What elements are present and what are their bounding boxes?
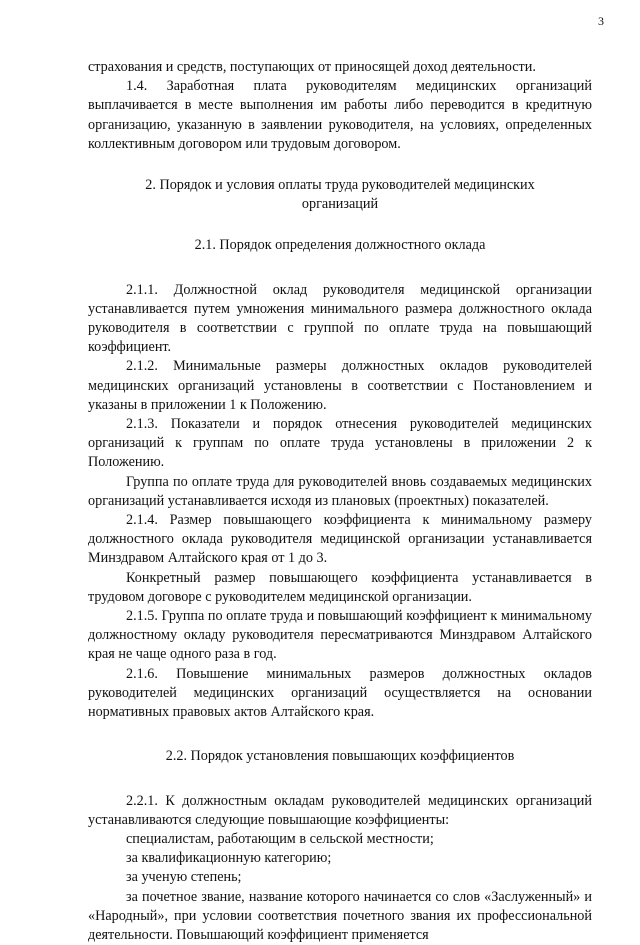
paragraph-2-1-1: 2.1.1. Должностной оклад руководителя медицинской организации устанавливается путем умножения минимального размера должностного оклада руководителя в соответствии с группой по оплате труда на повышающий коэффициент. <box>88 281 592 356</box>
paragraph-2-2-1: 2.2.1. К должностным окладам руководителей медицинских организаций устанавливаются следующие повышающие коэффициенты: <box>88 792 592 828</box>
paragraph-2-1-6: 2.1.6. Повышение минимальных размеров должностных окладов руководителей медицинских организаций осуществляется на основании нормативных правовых актов Алтайского края. <box>88 665 592 721</box>
section-heading-2: 2. Порядок и условия оплаты труда руководителей медицинских организаций <box>145 177 535 213</box>
paragraph-2-1-3: 2.1.3. Показатели и порядок отнесения руководителей медицинских организаций к группам по оплате труда установлены в приложении 2 к Положению. <box>88 416 592 471</box>
page-number: 3 <box>598 14 604 28</box>
paragraph-2-1-3-continued: Группа по оплате труда для руководителей вновь создаваемых медицинских организаций устанавливается исходя из плановых (проектных) показателей. <box>88 473 592 509</box>
document-body <box>88 58 592 945</box>
list-item: специалистам, работающим в сельской местности; <box>126 830 434 847</box>
list-item: за почетное звание, название которого начинается со слов «Заслуженный» и «Народный», при условии соответствия почетного звания их профессиональной деятельности. Повышающий коэффициент применяется <box>88 888 592 943</box>
list-item: за ученую степень; <box>126 869 242 886</box>
list-item: за квалификационную категорию; <box>126 850 332 867</box>
paragraph-2-1-5: 2.1.5. Группа по оплате труда и повышающий коэффициент к минимальному должностному окладу руководителя пересматриваются Минздравом Алтайского края не чаще одного раза в год. <box>88 608 592 663</box>
paragraph-2-1-4-continued: Конкретный размер повышающего коэффициента устанавливается в трудовом договоре с руководителем медицинской организации. <box>88 569 592 605</box>
paragraph-2-1-2: 2.1.2. Минимальные размеры должностных окладов руководителей медицинских организаций установлены в соответствии с Постановлением и указаны в приложении 1 к Положению. <box>88 358 592 413</box>
paragraph: страхования и средств, поступающих от приносящей доход деятельности. <box>88 59 536 75</box>
paragraph-1-4: 1.4. Заработная плата руководителям медицинских организаций выплачивается в месте выполнения им работы либо переводится в кредитную организацию, указанную в заявлении руководителя, на условиях, определенных коллективным договором или трудовым договором. <box>88 78 592 152</box>
subsection-heading-2-2: 2.2. Порядок установления повышающих коэффициентов <box>165 748 515 765</box>
subsection-heading-2-1: 2.1. Порядок определения должностного оклада <box>194 237 486 254</box>
paragraph-2-1-4: 2.1.4. Размер повышающего коэффициента к минимальному размеру должностного оклада руководителя медицинской организации устанавливается Минздравом Алтайского края от 1 до 3. <box>88 512 592 567</box>
